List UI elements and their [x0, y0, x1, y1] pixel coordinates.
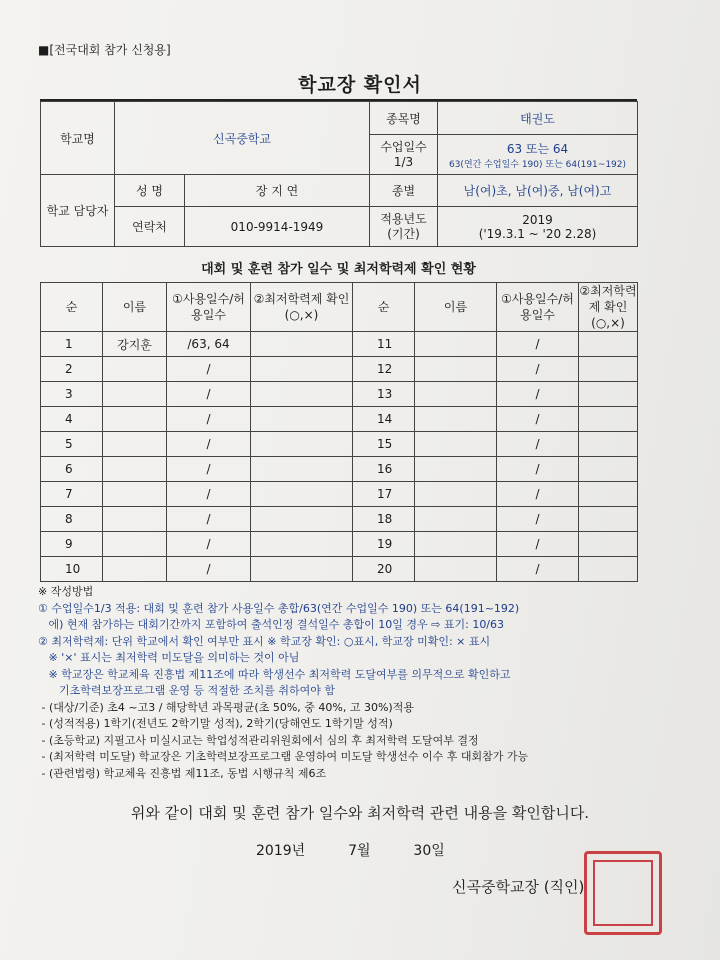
- days-note: 63(연간 수업일수 190) 또는 64(191~192): [448, 159, 627, 170]
- row-name: [415, 457, 497, 482]
- row-days: /: [497, 382, 579, 407]
- gender-value: 남(여)초, 남(여)중, 남(여)고: [438, 175, 638, 207]
- date-day: 30일: [413, 843, 445, 859]
- row-no: 13: [353, 382, 415, 407]
- days-value: 63 또는 64: [506, 141, 569, 156]
- roster-row: [41, 382, 638, 407]
- row-name: [415, 332, 497, 357]
- row-days: /: [497, 432, 579, 457]
- row-check: [579, 532, 638, 557]
- row-no: 18: [353, 507, 415, 532]
- info-table: [40, 101, 638, 247]
- note-line: - (성적적용) 1학기(전년도 2학기말 성적), 2학기(당해연도 1학기말 성적): [38, 717, 393, 730]
- days-cell: [438, 135, 638, 175]
- row-no: 17: [353, 482, 415, 507]
- row-check: [251, 482, 353, 507]
- row-days: /: [497, 357, 579, 382]
- row-check: [579, 507, 638, 532]
- row-days: /: [167, 382, 251, 407]
- school-label: 학교명: [41, 102, 115, 175]
- header-tag: ■[전국대회 참가 신청용]: [38, 43, 171, 57]
- row-no: 12: [353, 357, 415, 382]
- row-no: 11: [353, 332, 415, 357]
- row-no: 20: [353, 557, 415, 582]
- col-no-header-2: 순: [353, 283, 415, 332]
- staff-label: 학교 담당자: [41, 175, 115, 247]
- col-days-header-2: ①사용일수/허용일수: [497, 283, 579, 332]
- row-check: [579, 357, 638, 382]
- notes-lines: [38, 601, 678, 783]
- row-name: [415, 557, 497, 582]
- row-name: [103, 482, 167, 507]
- row-check: [251, 382, 353, 407]
- row-days: /: [167, 482, 251, 507]
- row-no: 19: [353, 532, 415, 557]
- phone-value: 010-9914-1949: [185, 207, 370, 247]
- confirm-text: 위와 같이 대회 및 훈련 참가 일수와 최저학력 관련 내용을 확인합니다.: [130, 804, 590, 822]
- row-days: /: [167, 507, 251, 532]
- note-line: 에) 현재 참가하는 대회기간까지 포함하여 출석인정 결석일수 총합이 10일 경우 ⇨ 표기: 10/63: [38, 618, 505, 631]
- row-days: /: [167, 557, 251, 582]
- row-name: [103, 507, 167, 532]
- note-line: - (대상/기준) 초4 ~고3 / 해당학년 과목평균(초 50%, 중 40%, 고 30%)적용: [38, 700, 414, 714]
- row-name: [415, 432, 497, 457]
- roster-row: [41, 432, 638, 457]
- roster-row: [41, 457, 638, 482]
- roster-row: [41, 532, 638, 557]
- year-cell: [438, 207, 638, 247]
- row-no: 2: [41, 357, 103, 382]
- row-check: [579, 332, 638, 357]
- col-name-header-2: 이름: [415, 283, 497, 332]
- row-no: 5: [41, 432, 103, 457]
- note-line: - (관련법령) 학교체육 진흥법 제11조, 동법 시행규칙 제6조: [38, 766, 327, 780]
- roster-row: [41, 557, 638, 582]
- row-check: [251, 532, 353, 557]
- row-name: [415, 407, 497, 432]
- row-name: [415, 357, 497, 382]
- date-year: 2019년: [256, 843, 306, 859]
- date-line: [256, 840, 445, 860]
- school-value: 신곡중학교: [115, 102, 370, 175]
- col-no-header: 순: [41, 283, 103, 332]
- row-days: /: [167, 432, 251, 457]
- row-check: [579, 432, 638, 457]
- row-name: [103, 432, 167, 457]
- notes-heading: ※ 작성방법: [38, 585, 94, 598]
- row-no: 1: [41, 332, 103, 357]
- row-check: [579, 457, 638, 482]
- row-no: 16: [353, 457, 415, 482]
- name-label: 성 명: [115, 175, 185, 207]
- row-name: 강지훈: [103, 332, 167, 357]
- name-value: 장 지 연: [185, 175, 370, 207]
- roster-row: [41, 357, 638, 382]
- col-name-header: 이름: [103, 283, 167, 332]
- row-no: 6: [41, 457, 103, 482]
- roster-row: [41, 332, 638, 357]
- row-days: /: [167, 357, 251, 382]
- year-label: 적용년도 (기간): [370, 207, 438, 247]
- row-name: [103, 407, 167, 432]
- date-month: 7월: [348, 843, 371, 859]
- row-check: [579, 407, 638, 432]
- row-no: 3: [41, 382, 103, 407]
- row-name: [415, 382, 497, 407]
- roster-row: [41, 407, 638, 432]
- row-days: /: [167, 407, 251, 432]
- row-check: [579, 557, 638, 582]
- event-label: 종목명: [370, 102, 438, 135]
- col-days-header: ①사용일수/허용일수: [167, 283, 251, 332]
- row-no: 9: [41, 532, 103, 557]
- row-no: 15: [353, 432, 415, 457]
- note-line: ※ '×' 표시는 최저학력 미도달을 의미하는 것이 아님: [38, 651, 300, 664]
- roster-header-row: [41, 283, 638, 332]
- section-title: 대회 및 훈련 참가 일수 및 최저학력제 확인 현황: [201, 262, 476, 277]
- row-name: [103, 457, 167, 482]
- row-days: /63, 64: [167, 332, 251, 357]
- note-line: ① 수업일수1/3 적용: 대회 및 훈련 참가 사용일수 총합/63(연간 수업일수 190) 또는 64(191~192): [38, 601, 520, 615]
- roster-table: [40, 282, 638, 582]
- row-days: /: [167, 457, 251, 482]
- official-seal-icon: [584, 851, 662, 935]
- row-name: [103, 557, 167, 582]
- row-check: [251, 507, 353, 532]
- row-check: [251, 557, 353, 582]
- period-value: ('19.3.1 ~ '20 2.28): [478, 226, 597, 241]
- row-days: /: [497, 557, 579, 582]
- col-check-header-2: ②최저학력제 확인(○,×): [579, 284, 637, 330]
- row-check: [251, 432, 353, 457]
- row-days: /: [497, 457, 579, 482]
- row-check: [251, 407, 353, 432]
- notes-section: [38, 584, 678, 782]
- row-check: [251, 457, 353, 482]
- note-line: - (초등학교) 지필고사 미실시교는 학업성적관리위원회에서 심의 후 최저학력 도달여부 결정: [38, 733, 479, 747]
- note-line: ② 최저학력제: 단위 학교에서 확인 여부만 표시 ※ 학교장 확인: ○표시, 학교장 미확인: × 표시: [38, 634, 491, 648]
- row-days: /: [497, 482, 579, 507]
- row-name: [415, 507, 497, 532]
- principal-signature: 신곡중학교장 (직인): [452, 878, 585, 896]
- row-name: [415, 482, 497, 507]
- row-name: [415, 532, 497, 557]
- roster-row: [41, 507, 638, 532]
- row-check: [579, 382, 638, 407]
- note-line: 기초학력보장프로그램 운영 등 적절한 조치를 취하여야 함: [38, 684, 335, 697]
- gender-label: 종별: [370, 175, 438, 207]
- year-value: 2019: [522, 212, 553, 227]
- row-days: /: [497, 407, 579, 432]
- page-title: 학교장 확인서: [298, 74, 422, 96]
- row-no: 7: [41, 482, 103, 507]
- row-check: [251, 357, 353, 382]
- row-name: [103, 382, 167, 407]
- days-label: 수업일수 1/3: [370, 135, 438, 175]
- row-check: [251, 332, 353, 357]
- row-days: /: [167, 532, 251, 557]
- note-line: ※ 학교장은 학교체육 진흥법 제11조에 따라 학생선수 최저학력 도달여부를 의무적으로 확인하고: [38, 667, 511, 681]
- row-days: /: [497, 532, 579, 557]
- row-days: /: [497, 332, 579, 357]
- row-name: [103, 357, 167, 382]
- row-name: [103, 532, 167, 557]
- row-check: [579, 482, 638, 507]
- roster-row: [41, 482, 638, 507]
- row-no: 4: [41, 407, 103, 432]
- event-value: 태권도: [438, 102, 638, 135]
- phone-label: 연락처: [115, 207, 185, 247]
- row-no: 8: [41, 507, 103, 532]
- row-days: /: [497, 507, 579, 532]
- note-line: - (최저학력 미도달) 학교장은 기초학력보장프로그램 운영하여 미도달 학생선수 이수 후 대회참가 가능: [38, 750, 529, 763]
- row-no: 14: [353, 407, 415, 432]
- row-no: 10: [41, 557, 103, 582]
- col-check-header: ②최저학력제 확인(○,×): [251, 283, 353, 332]
